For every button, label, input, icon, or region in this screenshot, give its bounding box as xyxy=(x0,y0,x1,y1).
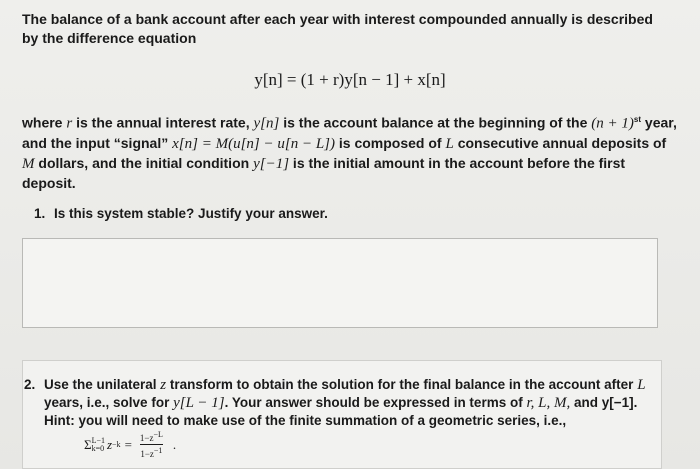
question-1-text: Is this system stable? Justify your answer. xyxy=(54,206,328,221)
problem-description: where r is the annual interest rate, y[n] is the account balance at the beginning of the $(n + 1)^{st}$ year, and the input “signal” x[n] = M(u[n] − u[n − L]) is composed of L consecutive annual deposits of M dollars, and the initial condition y[−1] is the initial amount in the account before the first deposit. xyxy=(22,114,677,191)
intro-line-2: by the difference equation xyxy=(22,30,197,46)
question-2-number: 2. xyxy=(24,377,36,392)
sum-fraction: $\frac{1-z^{-L}}{1-z^{-1}}$ xyxy=(139,430,163,459)
question-2: 2. Use the unilateral z transform to obtain the solution for the final balance in the account after L years, i.e., solve for y[L − 1]. Your answer should be expressed in terms of r, L, M, and y[−1]. Hint: you will need to make use of the finite summation of a geometric series, i.e., xyxy=(24,377,646,428)
intro-line-1: The balance of a bank account after each year with interest compounded annually is described xyxy=(22,11,653,27)
question-1-number: 1. xyxy=(34,206,46,221)
difference-equation: y[n] = (1 + r)y[n − 1] + x[n] xyxy=(254,70,446,89)
answer-1-textbox[interactable] xyxy=(22,238,658,328)
sigma-symbol: Σ xyxy=(84,436,92,452)
question-1 xyxy=(34,206,328,221)
sum-limits: L−1 k=0 xyxy=(91,435,105,453)
intro-text xyxy=(22,10,682,48)
hint-label: Hint: xyxy=(44,413,75,428)
geometric-series-formula: Σ L−1 k=0 z −k = $\frac{1-z^{-L}}{1-z^{-1}}$ . xyxy=(84,430,177,459)
